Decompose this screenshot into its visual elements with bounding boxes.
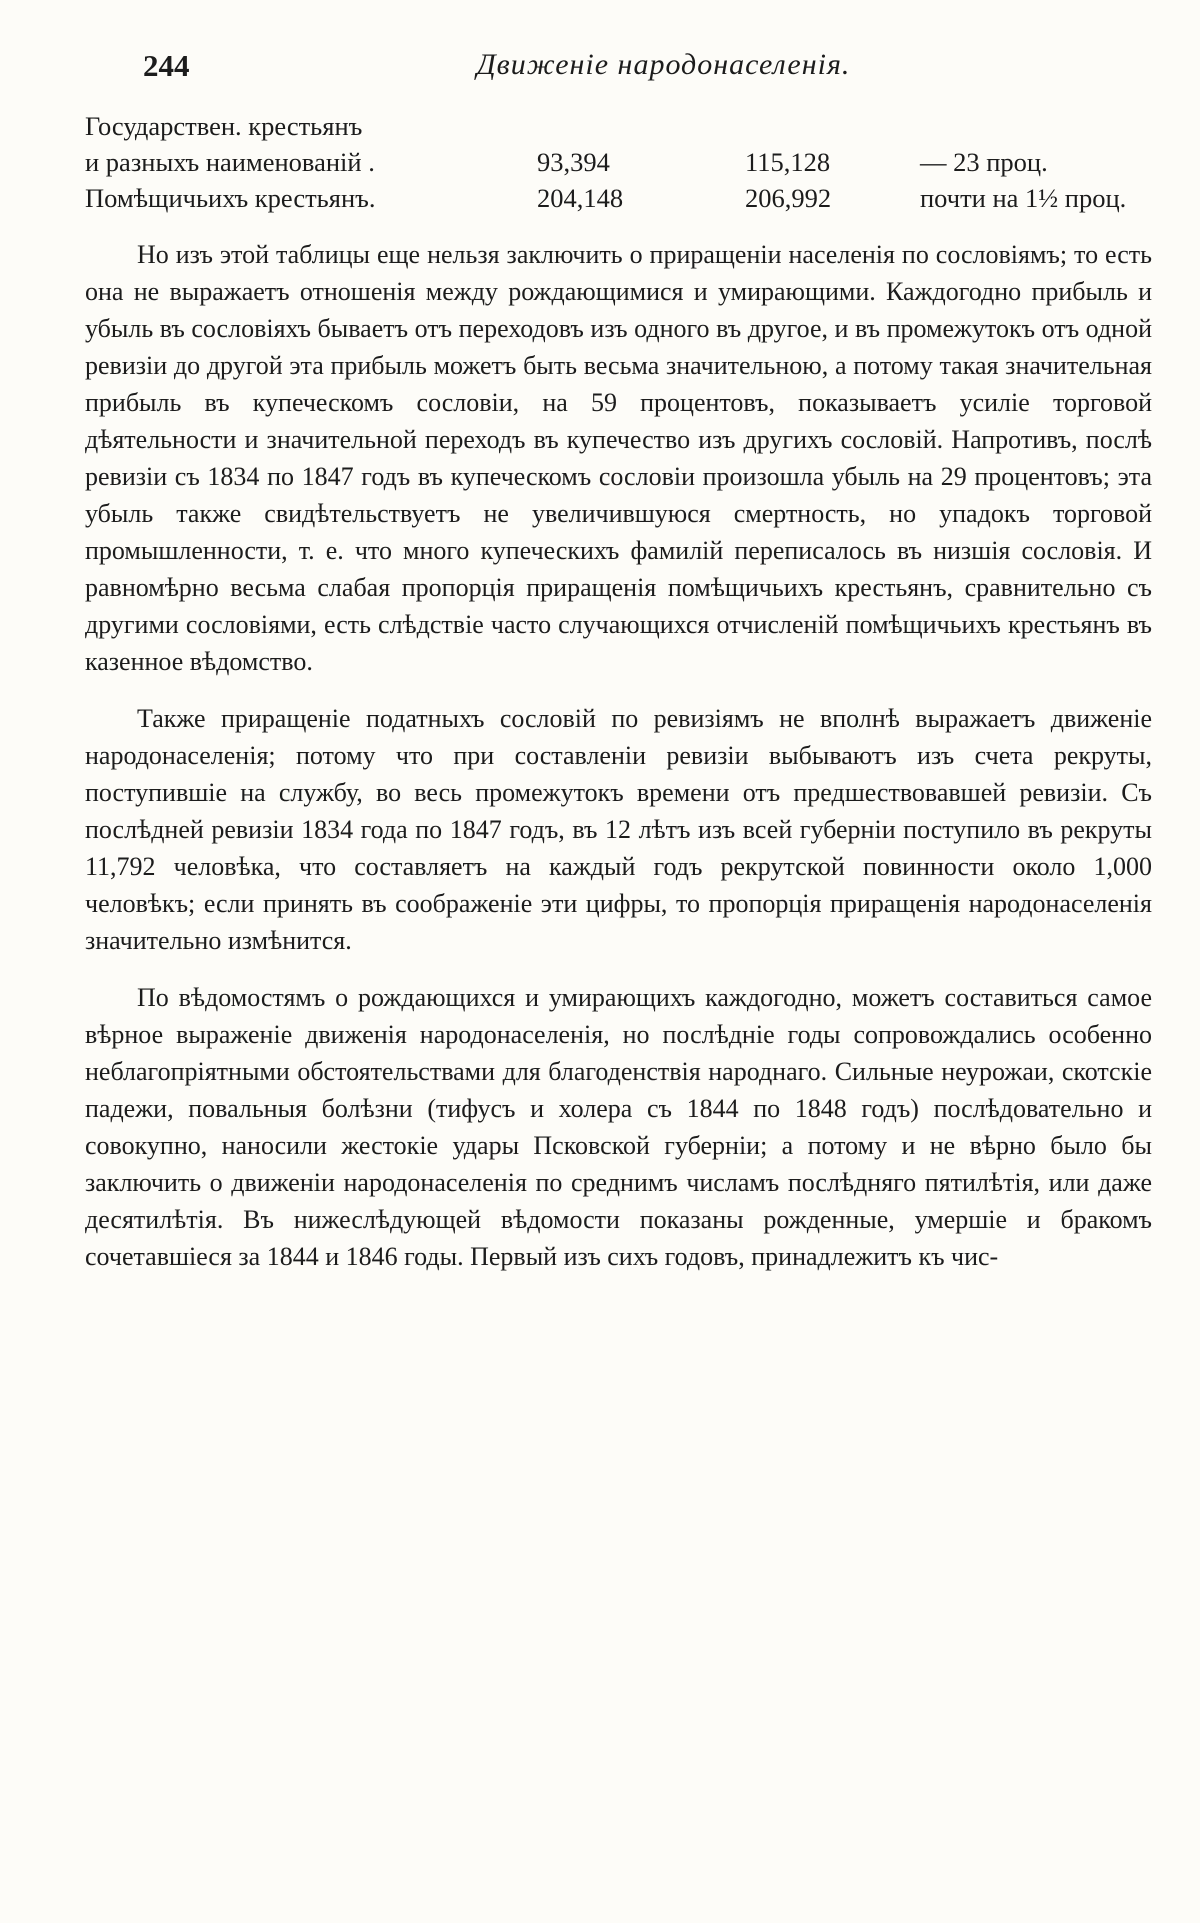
value-cell: 115,128	[745, 147, 831, 177]
paragraph: Но изъ этой таблицы еще нельзя заключить о приращеніи населенія по сословіямъ; то есть она не выражаетъ отношенія между рождающимися и умирающими. Каждогодно прибыль и убыль въ сословіяхъ бываетъ отъ переходовъ изъ одного въ другое, и въ промежутокъ отъ одной ревизіи до другой эта прибыль можетъ быть весьма значительною, а потому такая значительная прибыль въ купеческомъ сословіи, на 59 процентовъ, показываетъ усиліе торговой дѣятельности и значительной переходъ въ купечество изъ другихъ сословій. Напротивъ, послѣ ревизіи съ 1834 по 1847 годъ въ купеческомъ сословіи произошла убыль на 29 процентовъ; эта убыль также свидѣтельствуетъ не увеличившуюся смертность, но упадокъ торговой промышленности, т. е. что много купеческихъ фамилій переписалось въ низшія сословія. И равномѣрно весьма слабая пропорція приращенія помѣщичьихъ крестьянъ, сравнительно съ другими сословіями, есть слѣдствіе часто случающихся отчисленій помѣщичьихъ крестьянъ въ казенное вѣдомство.	[85, 240, 1152, 676]
value-cell: 93,394	[537, 147, 610, 177]
table-row	[85, 180, 1152, 216]
page-number: 244	[143, 48, 190, 83]
percent-cell: почти на 1½ проц.	[920, 183, 1127, 213]
body-text	[85, 236, 1152, 1275]
running-head: Движеніе народонаселенія.	[476, 48, 851, 81]
row-label: и разныхъ наименованій .	[85, 147, 375, 177]
table-row	[85, 144, 1152, 180]
percent-cell: — 23 проц.	[920, 147, 1048, 177]
value-cell: 204,148	[537, 183, 624, 213]
table-row	[85, 108, 1152, 144]
value-cell: 206,992	[745, 183, 832, 213]
row-label: Помѣщичьихъ крестьянъ.	[85, 183, 376, 213]
page-header	[85, 48, 1152, 98]
row-label: Государствен. крестьянъ	[85, 111, 363, 141]
paragraph: Также приращеніе податныхъ сословій по ревизіямъ не вполнѣ выражаетъ движеніе народонаселенія; потому что при составленіи ревизіи выбываютъ изъ счета рекруты, поступившіе на службу, во весь промежутокъ времени отъ предшествовавшей ревизіи. Съ послѣдней ревизіи 1834 года по 1847 годъ, въ 12 лѣтъ изъ всей губерніи поступило въ рекруты 11,792 человѣка, что составляетъ на каждый годъ рекрутской повинности около 1,000 человѣкъ; если принять въ соображеніе эти цифры, то пропорція приращенія народонаселенія значительно измѣнится.	[85, 704, 1152, 955]
population-table	[85, 108, 1152, 216]
paragraph: По вѣдомостямъ о рождающихся и умирающихъ каждогодно, можетъ составиться самое вѣрное выраженіе движенія народонаселенія, но послѣдніе годы сопровождались особенно неблагопріятными обстоятельствами для благоденствія народнаго. Сильные неурожаи, скотскіе падежи, повальныя болѣзни (тифусъ и холера съ 1844 по 1848 годъ) послѣдовательно и совокупно, наносили жестокіе удары Псковской губерніи; а потому и не вѣрно было бы заключить о движеніи народонаселенія по среднимъ числамъ послѣдняго пятилѣтія, или даже десятилѣтія. Въ нижеслѣдующей вѣдомости показаны рожденные, умершіе и бракомъ сочетавшіеся за 1844 и 1846 годы. Первый изъ сихъ годовъ, принадлежитъ къ чис-	[85, 983, 1152, 1271]
